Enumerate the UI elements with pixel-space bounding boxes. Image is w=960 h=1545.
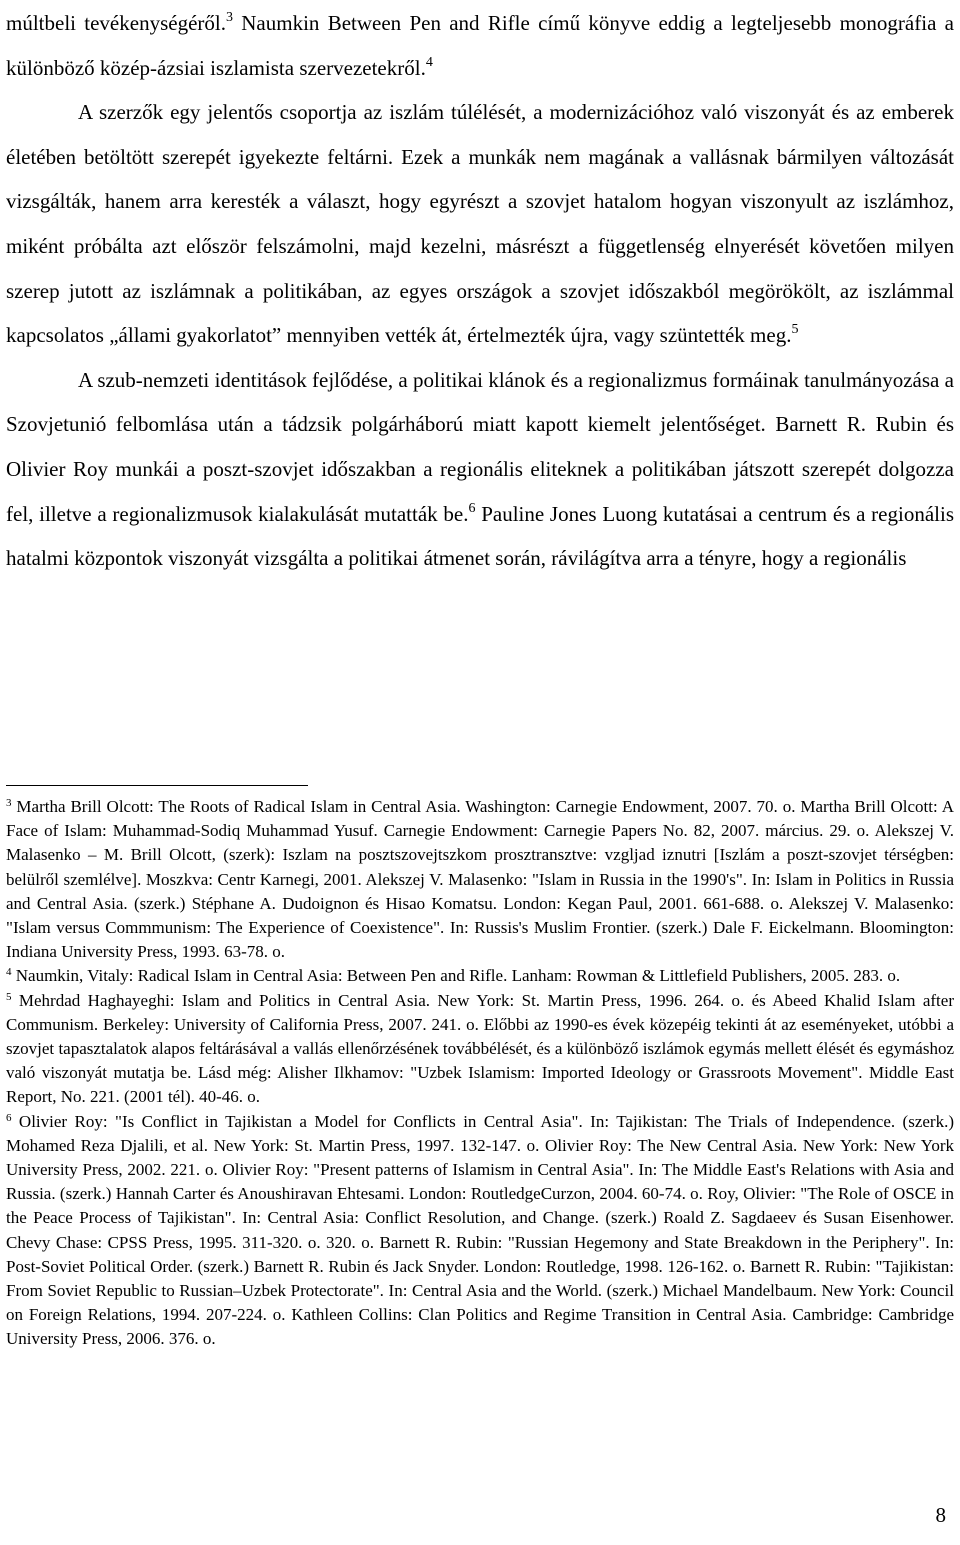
paragraph-1-text-a: múltbeli tevékenységéről. [6, 11, 226, 35]
footnote-text: Mehrdad Haghayeghi: Islam and Politics in Central Asia. New York: St. Martin Press, 1996. 264. o. és Abeed Khalid Islam after Communism. Berkeley: University of California Press, 2007. 241. o. Előbbi az 1990-es évek közepéig tekinti át az eseményeket, utóbbi a szovjet tapasztalatok alapos feltárásával a vallás ellenőrzésének továbbélését, és a különböző iszlámok egymás mellett élését és egymáshoz való viszonyát mutatja be. Lásd még: Alisher Ilkhamov: "Uzbek Islamism: Imported Ideology or Grassroots Movement". Middle East Report, No. 221. (2001 tél). 40-46. o. [6, 990, 954, 1107]
footnote-text: Olivier Roy: "Is Conflict in Tajikistan a Model for Conflicts in Central Asia". In: Tajikistan: The Trials of Independence. (szerk.) Mohamed Reza Djalili, et al. New York: St. Martin Press, 1997. 132-147. o. Olivier Roy: The New Central Asia. New York: New York University Press, 2002. 221. o. Olivier Roy: "Present patterns of Islamism in Central Asia". In: The Middle East's Relations with Asia and Russia. (szerk.) Hannah Carter és Anoushiravan Ehtesami. London: RoutledgeCurzon, 2004. 60-74. o. Roy, Olivier: "The Role of OSCE in the Peace Process of Tajikistan". In: Central Asia: Conflict Resolution, and Change. (szerk.) Roald Z. Sagdaeev és Susan Eisenhower. Chevy Chase: CPSS Press, 1995. 311-320. o. 320. o. Barnett R. Rubin: "Russian Hegemony and State Breakdown in the Periphery". In: Post-Soviet Political Order. (szerk.) Barnett R. Rubin és Jack Snyder. London: Routledge, 1998. 126-162. o. Barnett R. Rubin: "Tajikistan: From Soviet Republic to Russian–Uzbek Protectorate". In: Central Asia and the World. (szerk.) Michael Mandelbaum. New York: Council on Foreign Relations, 1994. 207-224. o. Kathleen Collins: Clan Politics and Regime Transition in Central Asia. Cambridge: Cambridge University Press, 2006. 376. o. [6, 1111, 954, 1349]
paragraph-3-text-b: Pauline Jones Luong kutatásai a centrum és a regionális hatalmi központok viszonyát vizsgálta a politikai átmenet során, rávilágítva arra a tényre, hogy a regionális [6, 501, 954, 571]
footnote-ref-4[interactable]: 4 [425, 54, 433, 70]
paragraph-3-text-a: A szub-nemzeti identitások fejlődése, a politikai klánok és a regionalizmus formáinak tanulmányozása a Szovjetunió felbomlása után a tádzsik polgárháború miatt kapott kiemelt jelentőséget. Barnett R. Rubin és Olivier Roy munkái a poszt-szovjet időszakban a regionális eliteknek a politikában játszott szerepét dolgozza fel, illetve a regionalizmusok kialakulását mutatták be. [6, 367, 954, 526]
footnote-ref-3[interactable]: 3 [225, 10, 233, 25]
footnote-ref-6[interactable]: 6 [468, 500, 476, 516]
paragraph-1 [6, 1, 954, 90]
paragraph-1-text-b: Naumkin Between Pen and Rifle című könyve eddig a legteljesebb monográfia a különböző közép-ázsiai iszlamista szervezetekről. [6, 11, 954, 80]
footnote-4 [6, 964, 954, 988]
body-text [6, 0, 954, 581]
footnote-number: 4 [6, 966, 12, 979]
paragraph-3 [6, 358, 954, 581]
page-number: 8 [935, 1503, 946, 1527]
footnote-6 [6, 1110, 954, 1352]
footnote-separator [6, 785, 308, 786]
footnote-5 [6, 989, 954, 1110]
paragraph-2 [6, 90, 954, 358]
footnote-number: 5 [6, 990, 12, 1003]
footnote-text: Martha Brill Olcott: The Roots of Radical Islam in Central Asia. Washington: Carnegie Endowment, 2007. 70. o. Martha Brill Olcott: A Face of Islam: Muhammad-Sodiq Muhammad Yusuf. Carnegie Endowment: Carnegie Papers No. 82, 2007. március. 29. o. Alekszej V. Malasenko – M. Brill Olcott, (szerk): Iszlam na posztszovejtszkom prosztransztve: vzgljad iznutri [Iszlám a poszt-szovjet térségben: belülről szemlélve]. Moszkva: Centr Karnegi, 2001. Alekszej V. Malasenko: "Islam in Russia in the 1990's". In: Islam in Politics in Russia and Central Asia. (szerk.) Stéphane A. Dudoignon és Hisao Komatsu. London: Kegan Paul, 2001. 661-688. o. Alekszej V. Malasenko: "Islam versus Commmunism: The Experience of Coexistence". In: Russis's Muslim Frontier. (szerk.) Dale F. Eickelmann. Bloomington: Indiana University Press, 1993. 63-78. o. [6, 797, 954, 962]
footnote-text: Naumkin, Vitaly: Radical Islam in Central Asia: Between Pen and Rifle. Lanham: Rowman & Littlefield Publishers, 2005. 283. o. [11, 966, 901, 986]
footnote-ref-5[interactable]: 5 [791, 322, 799, 338]
footnote-number: 3 [6, 797, 12, 809]
footnote-3 [6, 795, 954, 964]
paragraph-2-text: A szerzők egy jelentős csoportja az iszlám túlélését, a modernizációhoz való viszonyát és az emberek életében betöltött szerepét igyekezte feltárni. Ezek a munkák nem magának a vallásnak bármilyen változását vizsgálták, hanem arra keresték a választ, hogy egyrészt a szovjet hatalom hogyan viszonyult az iszlámhoz, miként próbálta azt először felszámolni, majd kezelni, másrészt a függetlenség elnyerését követően milyen szerep jutott az iszlámnak a politikában, az egyes országok a szovjet időszakból megörökölt, az iszlámmal kapcsolatos „állami gyakorlatot” mennyiben vették át, értelmezték újra, vagy szüntették meg. [6, 100, 954, 348]
footnote-number: 6 [6, 1111, 12, 1124]
footnotes [6, 795, 954, 1352]
